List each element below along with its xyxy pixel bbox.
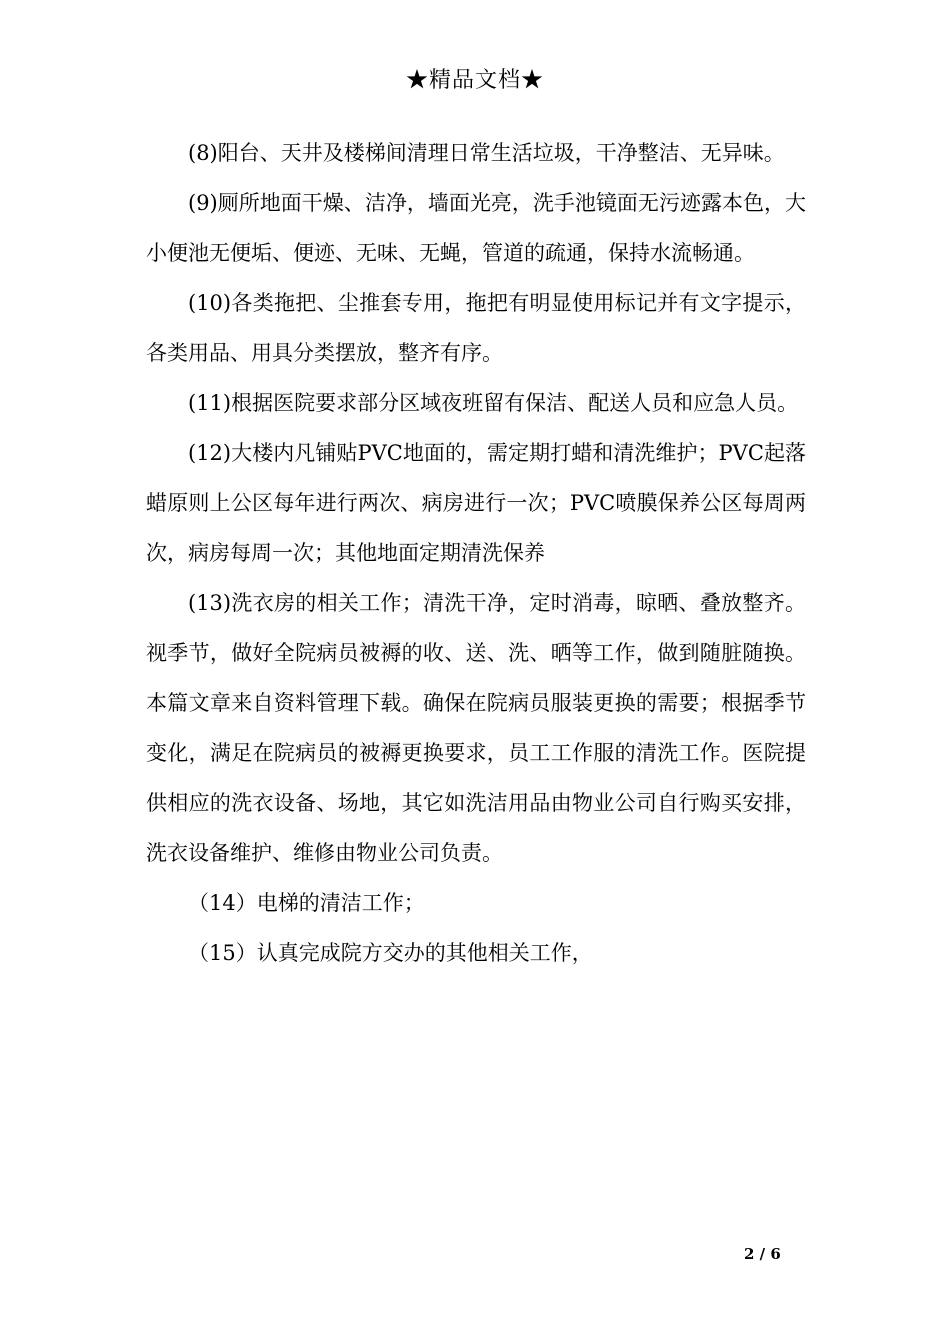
paragraph-13: (13)洗衣房的相关工作；清洗干净，定时消毒，晾晒、叠放整齐。视季节，做好全院病员被褥的收、送、洗、晒等工作，做到随脏随换。本篇文章来自资料管理下载。确保在院病员服装更换的需要；根据季节变化，满足在院病员的被褥更换要求，员工工作服的清洗工作。医院提供相应的洗衣设备、场地，其它如洗洁用品由物业公司自行购买安排，洗衣设备维护、维修由物业公司负责。 <box>146 591 806 865</box>
document-body <box>146 128 806 978</box>
page-number-text: 2 / 6 <box>744 1245 781 1263</box>
paragraph-15: （15）认真完成院方交办的其他相关工作， <box>188 941 593 965</box>
paragraph-10: (10)各类拖把、尘推套专用，拖把有明显使用标记并有文字提示，各类用品、用具分类摆放，整齐有序。 <box>146 291 806 365</box>
paragraph-8: (8)阳台、天井及楼梯间清理日常生活垃圾，干净整洁、无异味。 <box>188 141 785 165</box>
page-header <box>0 66 950 96</box>
header-title: ★精品文档★ <box>405 68 544 93</box>
paragraph-12: (12)大楼内凡铺贴PVC地面的，需定期打蜡和清洗维护；PVC起落蜡原则上公区每年进行两次、病房进行一次；PVC喷膜保养公区每周两次，病房每周一次；其他地面定期清洗保养 <box>146 441 806 565</box>
paragraph-11: (11)根据医院要求部分区域夜班留有保洁、配送人员和应急人员。 <box>188 391 799 415</box>
paragraph-14: （14）电梯的清洁工作； <box>188 891 425 915</box>
page-number <box>744 1244 781 1264</box>
paragraph-9: (9)厕所地面干燥、洁净，墙面光亮，洗手池镜面无污迹露本色，大小便池无便垢、便迹、无味、无蝇，管道的疏通，保持水流畅通。 <box>146 191 806 265</box>
